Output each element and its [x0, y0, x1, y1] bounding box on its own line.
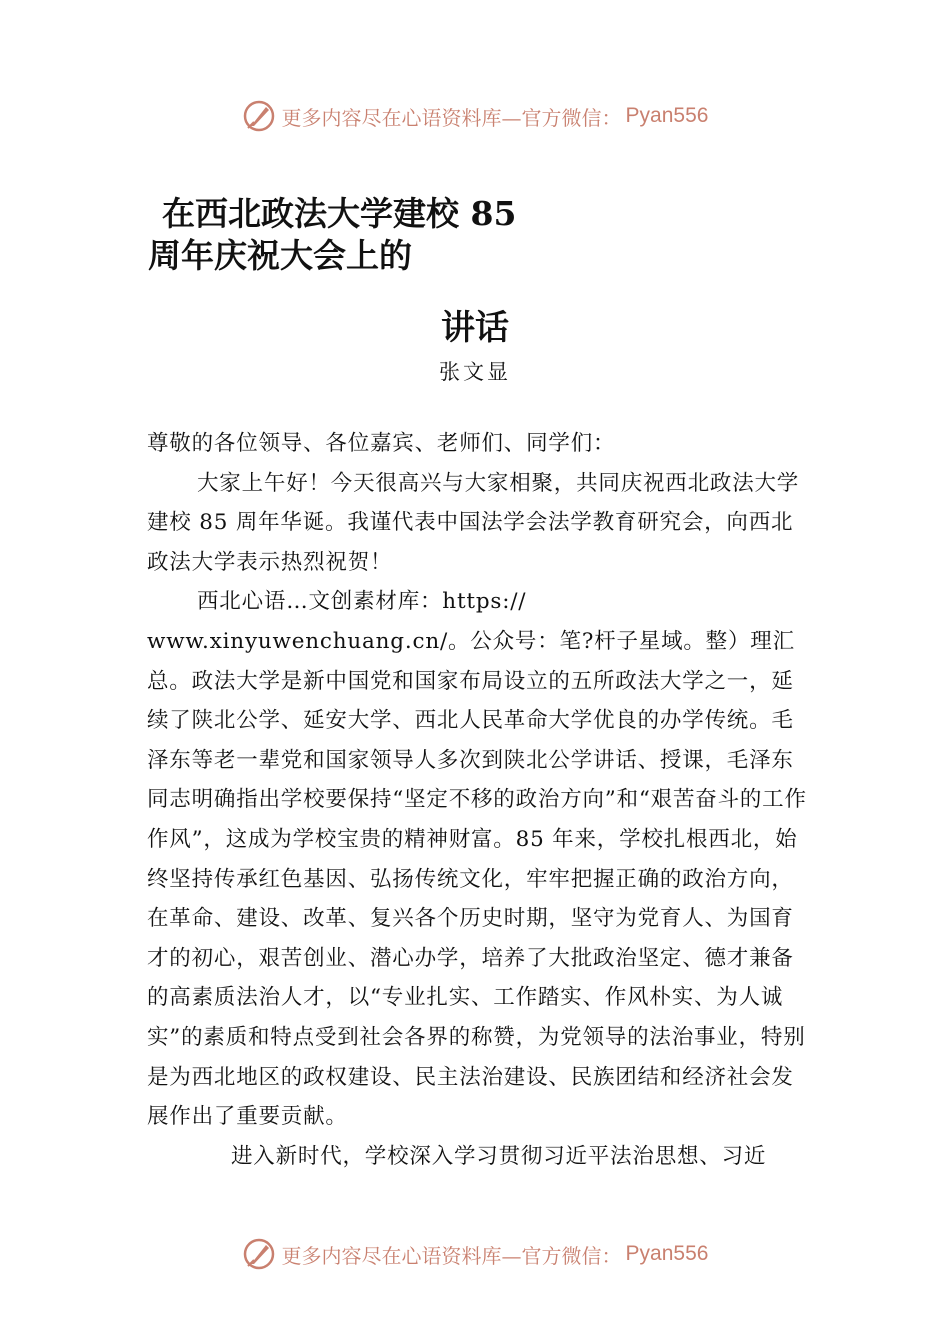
paragraph-2: www.xinyuwenchuang.cn/。公众号：笔?杆子星域。整）理汇总。政法大学是新中国党和国家布局设立的五所政法大学之一，延续了陕北公学、延安大学、西北人民革命大学优良的办学传统。毛泽东等老一辈党和国家领导人多次到陕北公学讲话、授课，毛泽东同志明确指出学校要保持“坚定不移的政治方向”和“艰苦奋斗的工作作风”，这成为学校宝贵的精神财富。85 年来，学校扎根西北，始终坚持传承红色基因、弘扬传统文化，牢牢把握正确的政治方向，在革命、建设、改革、复兴各个历史时期，坚守为党育人、为国育才的初心，艰苦创业、潜心办学，培养了大批政治坚定、德才兼备的高素质法治人才，以“专业扎实、工作踏实、作风朴实、为人诚实”的素质和特点受到社会各界的称赞，为党领导的法治事业，特别是为西北地区的政权建设、民主法治建设、民族团结和经济社会发展作出了重要贡献。: [147, 628, 807, 1130]
salutation: 尊敬的各位领导、各位嘉宾、老师们、同学们：: [147, 431, 616, 456]
banner-wechat-id: Pyan556: [625, 104, 709, 127]
title-line-1: 在西北政法大学建校 85: [162, 194, 517, 233]
footer-watermark-banner: [0, 1234, 950, 1274]
title-line-2: 周年庆祝大会上的: [148, 236, 412, 275]
quill-logo-icon: [242, 1237, 276, 1271]
banner-text: 更多内容尽在心语资料库—官方微信：: [281, 105, 622, 130]
paragraph-1: 大家上午好！今天很高兴与大家相聚，共同庆祝西北政法大学建校 85 周年华诞。我谨代表中国法学会法学教育研究会，向西北政法大学表示热烈祝贺！: [147, 470, 800, 575]
banner-wechat-id: Pyan556: [625, 1242, 709, 1265]
author-name: 张文显: [439, 360, 511, 384]
quill-logo-icon: [242, 99, 276, 133]
paragraph-3: 进入新时代，学校深入学习贯彻习近平法治思想、习近: [231, 1143, 767, 1169]
header-watermark-banner: [0, 96, 950, 136]
title-line-3: 讲话: [441, 308, 509, 348]
paragraph-2-first-line: 西北心语…文创素材库：https://: [197, 589, 527, 615]
banner-text: 更多内容尽在心语资料库—官方微信：: [281, 1243, 622, 1268]
document-body: [147, 424, 807, 1176]
